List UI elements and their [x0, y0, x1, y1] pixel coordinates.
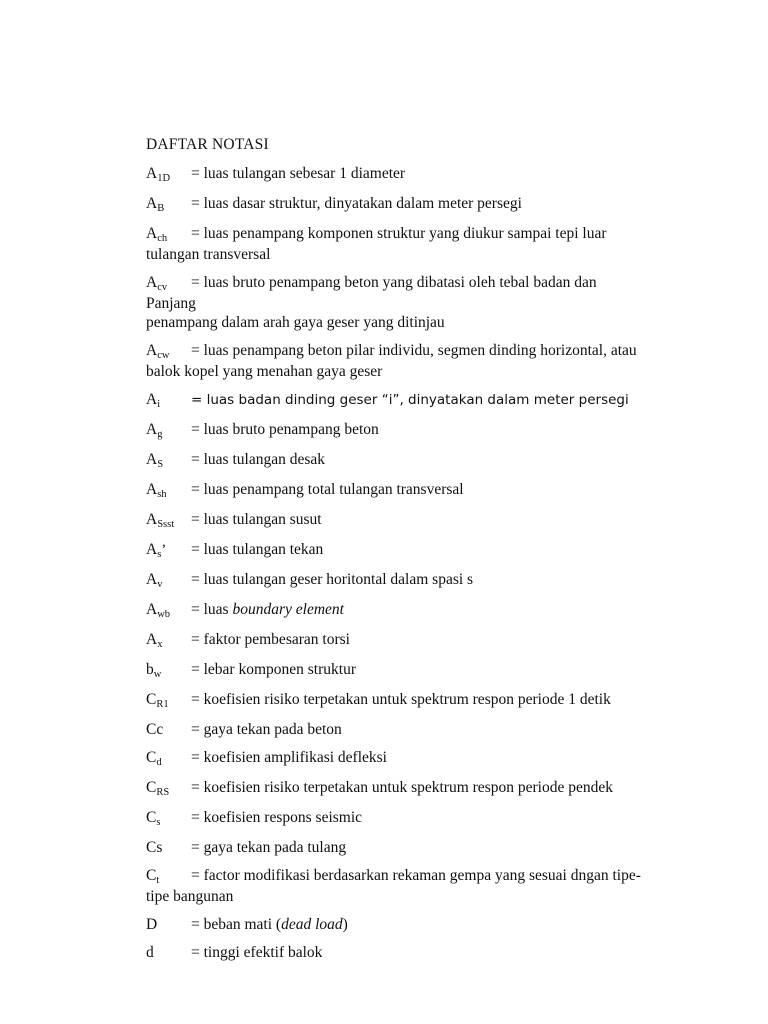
- symbol-subscript: s: [157, 549, 162, 560]
- notation-symbol: [146, 164, 191, 185]
- symbol-main: A: [146, 541, 158, 558]
- notation-definition: [191, 944, 322, 961]
- notation-definition: [146, 274, 597, 312]
- symbol-main: b: [146, 661, 154, 678]
- symbol-subscript: ch: [157, 233, 168, 244]
- notation-definition: [191, 421, 379, 438]
- symbol-main: C: [146, 749, 157, 766]
- notation-definition: [191, 481, 464, 498]
- page-title: DAFTAR NOTASI: [146, 136, 269, 153]
- notation-symbol: [146, 838, 191, 857]
- notation-definition: [191, 165, 405, 182]
- notation-definition: [191, 916, 348, 933]
- definition-text: = tinggi efektif balok: [191, 944, 323, 961]
- notation-symbol: [146, 748, 191, 769]
- notation-definition: [191, 392, 629, 408]
- definition-text: = luas penampang total tulangan transversal: [191, 481, 464, 498]
- notation-entry: [146, 748, 646, 769]
- notation-entry: [146, 660, 646, 681]
- notation-entry: [146, 808, 646, 829]
- notation-entry: [146, 690, 646, 711]
- notation-definition: [191, 342, 637, 359]
- symbol-subscript: w: [153, 669, 162, 680]
- definition-text: = luas: [191, 601, 233, 618]
- notation-entry: [146, 390, 646, 411]
- definition-text: = luas bruto penampang beton yang dibatasi oleh tebal badan dan Panjang: [146, 274, 597, 312]
- definition-italic: boundary element: [232, 601, 344, 618]
- notation-list: [146, 164, 646, 971]
- symbol-subscript: d: [156, 757, 162, 768]
- notation-symbol: [146, 915, 191, 934]
- notation-definition: [191, 541, 323, 558]
- symbol-subscript: t: [156, 875, 160, 886]
- notation-entry: [146, 510, 646, 531]
- notation-entry: [146, 420, 646, 441]
- notation-symbol: [146, 660, 191, 681]
- notation-symbol: [146, 866, 191, 887]
- notation-entry: [146, 164, 646, 185]
- definition-text: = gaya tekan pada tulang: [191, 839, 347, 856]
- notation-symbol: [146, 420, 191, 441]
- symbol-subscript: x: [157, 639, 163, 650]
- notation-symbol: [146, 341, 191, 362]
- definition-text: = luas tulangan geser horitontal dalam spasi s: [191, 571, 474, 588]
- notation-entry: [146, 273, 646, 332]
- symbol-subscript: B: [157, 203, 165, 214]
- notation-definition: [191, 631, 350, 648]
- symbol-main: A: [146, 481, 158, 498]
- definition-text: = koefisien amplifikasi defleksi: [191, 749, 387, 766]
- notation-entry: [146, 341, 646, 381]
- notation-definition: [191, 571, 473, 588]
- notation-definition: [191, 195, 522, 212]
- notation-symbol: [146, 600, 191, 621]
- symbol-subscript: RS: [156, 787, 170, 798]
- symbol-main: C: [146, 809, 157, 826]
- notation-symbol: [146, 540, 191, 561]
- notation-entry: [146, 866, 646, 906]
- symbol-subscript: S: [157, 459, 164, 470]
- notation-symbol: [146, 778, 191, 799]
- definition-text: = faktor pembesaran torsi: [191, 631, 350, 648]
- symbol-subscript: sh: [157, 489, 167, 500]
- symbol-main: A: [146, 274, 158, 291]
- notation-entry: [146, 943, 646, 962]
- symbol-subscript: R1: [156, 699, 169, 710]
- definition-text: = luas tulangan susut: [191, 511, 322, 528]
- notation-entry: [146, 600, 646, 621]
- definition-text: = factor modifikasi berdasarkan rekaman gempa yang sesuai dngan tipe-: [191, 867, 641, 884]
- notation-definition: [191, 661, 356, 678]
- notation-definition: [191, 721, 342, 738]
- symbol-subscript: Ssst: [157, 519, 175, 530]
- notation-symbol: [146, 390, 191, 411]
- definition-text: = beban mati (: [191, 916, 282, 933]
- symbol-main: C: [146, 779, 157, 796]
- symbol-main: Cc: [146, 721, 164, 738]
- definition-text: = lebar komponen struktur: [191, 661, 356, 678]
- definition-text: = luas tulangan tekan: [191, 541, 324, 558]
- symbol-main: A: [146, 165, 158, 182]
- notation-definition: [191, 601, 344, 618]
- symbol-main: A: [146, 601, 158, 618]
- definition-text: = luas penampang beton pilar individu, segmen dinding horizontal, atau: [191, 342, 637, 359]
- symbol-subscript: wb: [157, 609, 171, 620]
- symbol-subscript: cv: [157, 282, 168, 293]
- symbol-subscript: cw: [157, 350, 170, 361]
- notation-entry: [146, 630, 646, 651]
- symbol-main: A: [146, 391, 158, 408]
- notation-definition: [191, 225, 607, 242]
- symbol-subscript: 1D: [157, 173, 171, 184]
- definition-text: = luas badan dinding geser “i”, dinyatakan dalam meter persegi: [191, 392, 629, 408]
- definition-text: = luas tulangan desak: [191, 451, 325, 468]
- notation-symbol: [146, 690, 191, 711]
- symbol-main: A: [146, 511, 158, 528]
- notation-symbol: [146, 943, 191, 962]
- symbol-main: A: [146, 195, 158, 212]
- symbol-main: A: [146, 421, 158, 438]
- notation-definition: [191, 779, 613, 796]
- notation-entry: [146, 838, 646, 857]
- notation-symbol: [146, 194, 191, 215]
- definition-continuation: balok kopel yang menahan gaya geser: [146, 363, 383, 380]
- notation-definition: [191, 867, 641, 884]
- notation-definition: [191, 691, 611, 708]
- definition-continuation: tulangan transversal: [146, 246, 271, 263]
- definition-text: = koefisien risiko terpetakan untuk spektrum respon periode 1 detik: [191, 691, 611, 708]
- symbol-main: A: [146, 631, 158, 648]
- definition-text: = luas bruto penampang beton: [191, 421, 379, 438]
- notation-definition: [191, 451, 325, 468]
- definition-continuation: tipe bangunan: [146, 888, 234, 905]
- symbol-main: A: [146, 451, 158, 468]
- notation-definition: [191, 749, 387, 766]
- symbol-subscript: g: [157, 429, 163, 440]
- notation-symbol: [146, 450, 191, 471]
- definition-continuation: penampang dalam arah gaya geser yang ditinjau: [146, 314, 445, 331]
- symbol-subscript: i: [157, 399, 161, 410]
- symbol-main: C: [146, 867, 157, 884]
- symbol-main: D: [146, 916, 158, 933]
- notation-definition: [191, 839, 346, 856]
- notation-symbol: [146, 720, 191, 739]
- notation-entry: [146, 450, 646, 471]
- definition-italic: dead load: [281, 916, 343, 933]
- notation-entry: [146, 778, 646, 799]
- notation-symbol: [146, 510, 191, 531]
- symbol-main: C: [146, 691, 157, 708]
- notation-definition: [191, 511, 322, 528]
- notation-entry: [146, 720, 646, 739]
- notation-symbol: [146, 808, 191, 829]
- notation-symbol: [146, 224, 191, 245]
- symbol-subscript: v: [157, 579, 163, 590]
- notation-symbol: [146, 273, 191, 294]
- symbol-subscript: s: [156, 817, 161, 828]
- symbol-main: Cs: [146, 839, 163, 856]
- notation-entry: [146, 570, 646, 591]
- notation-symbol: [146, 630, 191, 651]
- symbol-main: A: [146, 571, 158, 588]
- definition-text: = koefisien risiko terpetakan untuk spektrum respon periode pendek: [191, 779, 613, 796]
- notation-definition: [191, 809, 362, 826]
- notation-symbol: [146, 570, 191, 591]
- notation-entry: [146, 540, 646, 561]
- definition-text: = luas penampang komponen struktur yang diukur sampai tepi luar: [191, 225, 607, 242]
- notation-entry: [146, 480, 646, 501]
- definition-text: = luas tulangan sebesar 1 diameter: [191, 165, 406, 182]
- notation-entry: [146, 194, 646, 215]
- notation-entry: [146, 915, 646, 934]
- notation-entry: [146, 224, 646, 264]
- symbol-main: A: [146, 225, 158, 242]
- symbol-main: d: [146, 944, 154, 961]
- definition-text: = gaya tekan pada beton: [191, 721, 342, 738]
- definition-text: = luas dasar struktur, dinyatakan dalam meter persegi: [191, 195, 522, 212]
- definition-text: = koefisien respons seismic: [191, 809, 363, 826]
- symbol-prime: ’: [161, 542, 167, 558]
- notation-symbol: [146, 480, 191, 501]
- definition-text-after: ): [342, 916, 348, 933]
- symbol-main: A: [146, 342, 158, 359]
